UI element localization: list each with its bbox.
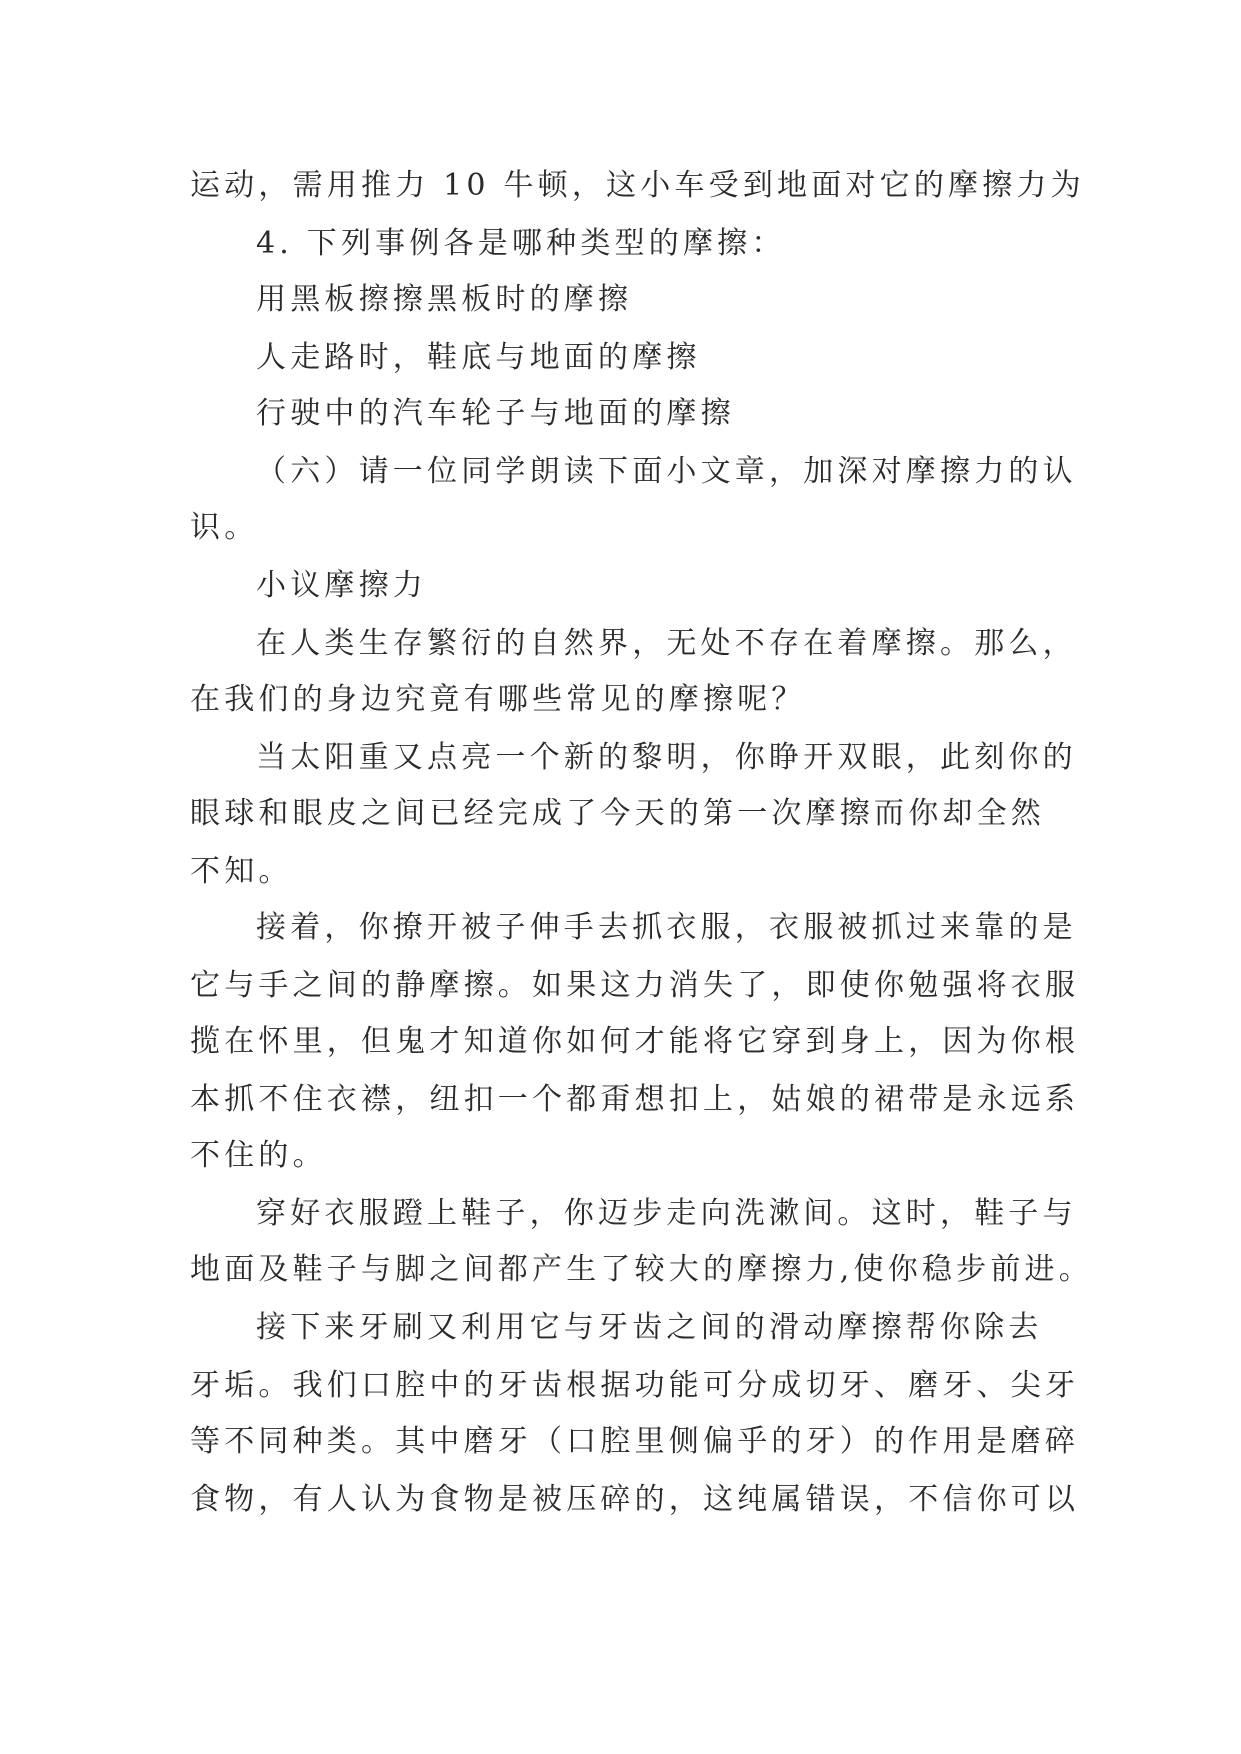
article-paragraph-3-line-5: 不住的。 — [190, 1138, 327, 1173]
article-paragraph-2-line-2: 眼球和眼皮之间已经完成了今天的第一次摩擦而你却全然 — [190, 796, 1045, 831]
article-paragraph-5-line-2: 牙垢。我们口腔中的牙齿根据功能可分成切牙、磨牙、尖牙 — [190, 1368, 1080, 1403]
article-paragraph-4-line-1: 穿好衣服蹬上鞋子，你迈步走向洗漱间。这时，鞋子与 — [256, 1196, 1077, 1231]
article-paragraph-4-line-2: 地面及鞋子与脚之间都产生了较大的摩擦力,使你稳步前进。 — [190, 1252, 1093, 1287]
article-paragraph-1-line-1: 在人类生存繁衍的自然界，无处不存在着摩擦。那么， — [256, 626, 1077, 661]
article-paragraph-5-line-3: 等不同种类。其中磨牙（口腔里侧偏乎的牙）的作用是磨碎 — [190, 1424, 1080, 1459]
article-paragraph-1-line-2: 在我们的身边究竟有哪些常见的摩擦呢？ — [190, 682, 806, 717]
question-4-item-1: 用黑板擦擦黑板时的摩擦 — [256, 282, 633, 317]
question-4-item-3: 行驶中的汽车轮子与地面的摩擦 — [256, 396, 735, 431]
article-paragraph-5-line-1: 接下来牙刷又利用它与牙齿之间的滑动摩擦帮你除去 — [256, 1310, 1043, 1345]
article-paragraph-2-line-1: 当太阳重又点亮一个新的黎明，你睁开双眼，此刻你的 — [256, 740, 1077, 775]
text-line-continuation: 运动，需用推力 10 牛顿，这小车受到地面对它的摩擦力为 — [190, 168, 1085, 203]
article-title: 小议摩擦力 — [256, 568, 427, 603]
article-paragraph-3-line-4: 本抓不住衣襟，纽扣一个都甭想扣上，姑娘的裙带是永远系 — [190, 1082, 1080, 1117]
article-paragraph-5-line-4: 食物，有人认为食物是被压碎的，这纯属错误，不信你可以 — [190, 1482, 1080, 1517]
question-4-item-2: 人走路时，鞋底与地面的摩擦 — [256, 340, 701, 375]
article-paragraph-3-line-3: 揽在怀里，但鬼才知道你如何才能将它穿到身上，因为你根 — [190, 1024, 1080, 1059]
article-paragraph-3-line-1: 接着，你撩开被子伸手去抓衣服，衣服被抓过来靠的是 — [256, 910, 1077, 945]
section-six-instruction: （六）请一位同学朗读下面小文章，加深对摩擦力的认 — [256, 454, 1077, 489]
article-paragraph-2-line-3: 不知。 — [190, 854, 293, 889]
section-six-instruction-cont: 识。 — [190, 510, 259, 545]
article-paragraph-3-line-2: 它与手之间的静摩擦。如果这力消失了，即使你勉强将衣服 — [190, 968, 1080, 1003]
question-4-heading: 4. 下列事例各是哪种类型的摩擦： — [256, 226, 786, 261]
